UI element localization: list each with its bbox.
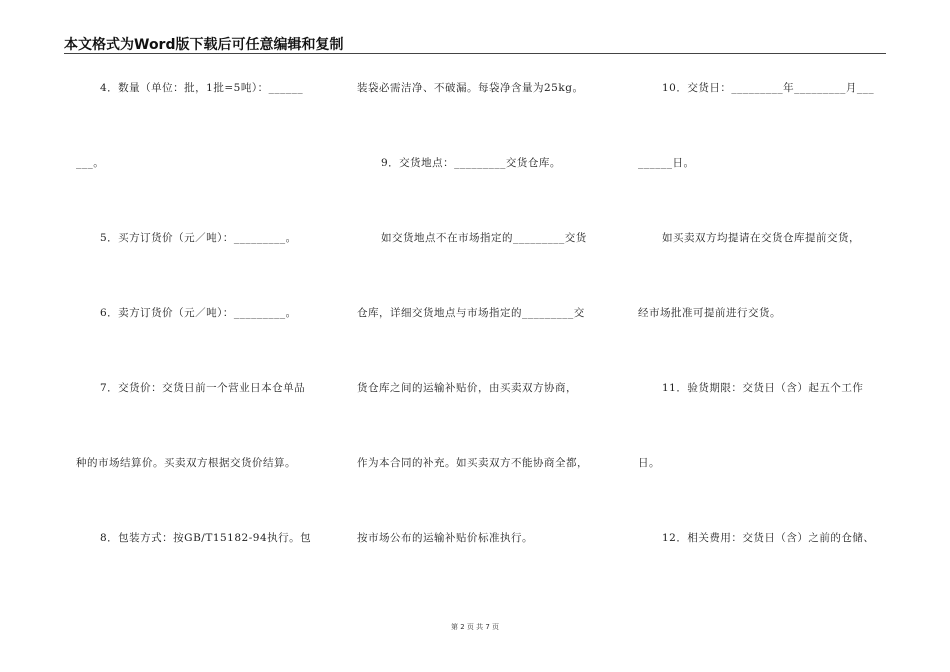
left-line-2: ___。 [76, 157, 105, 169]
middle-line-5: 货仓库之间的运输补贴价，由买卖双方协商， [357, 382, 577, 394]
middle-line-6: 作为本合同的补充。如买卖双方不能协商全都， [357, 457, 588, 469]
right-line-4: 经市场批准可提前进行交货。 [638, 307, 781, 319]
middle-line-1: 装袋必需洁净、不破漏。每袋净含量为25kg。 [357, 82, 584, 94]
left-line-5: 7．交货价：交货日前一个营业日本仓单品 [100, 382, 306, 394]
left-line-4: 6．卖方订货价（元／吨）：_________。 [100, 307, 297, 319]
right-line-6: 日。 [638, 457, 660, 469]
right-line-7: 12．相关费用：交货日（含）之前的仓储、 [662, 532, 875, 544]
right-line-5: 11．验货期限：交货日（含）起五个工作 [662, 382, 864, 394]
middle-line-2: 9．交货地点：_________交货仓库。 [381, 157, 561, 169]
document-header-title: 本文格式为Word版下载后可任意编辑和复制 [64, 37, 344, 53]
left-line-3: 5．买方订货价（元／吨）：_________。 [100, 232, 297, 244]
middle-line-4: 仓库，详细交货地点与市场指定的_________交 [357, 307, 585, 319]
header-divider [64, 53, 886, 54]
left-line-6: 种的市场结算价。买卖双方根据交货价结算。 [76, 457, 296, 469]
left-line-1: 4．数量（单位：批，1批=5吨）：______ [100, 82, 304, 94]
right-line-1: 10．交货日：_________年_________月___ [662, 82, 875, 94]
middle-line-7: 按市场公布的运输补贴价标准执行。 [357, 532, 533, 544]
page-number: 第 2 页 共 7 页 [450, 623, 500, 631]
left-line-7: 8．包装方式：按GB/T15182-94执行。包 [100, 532, 312, 544]
middle-line-3: 如交货地点不在市场指定的_________交货 [381, 232, 587, 244]
right-line-2: ______日。 [638, 157, 695, 169]
right-line-3: 如买卖双方均提请在交货仓库提前交货， [662, 232, 860, 244]
